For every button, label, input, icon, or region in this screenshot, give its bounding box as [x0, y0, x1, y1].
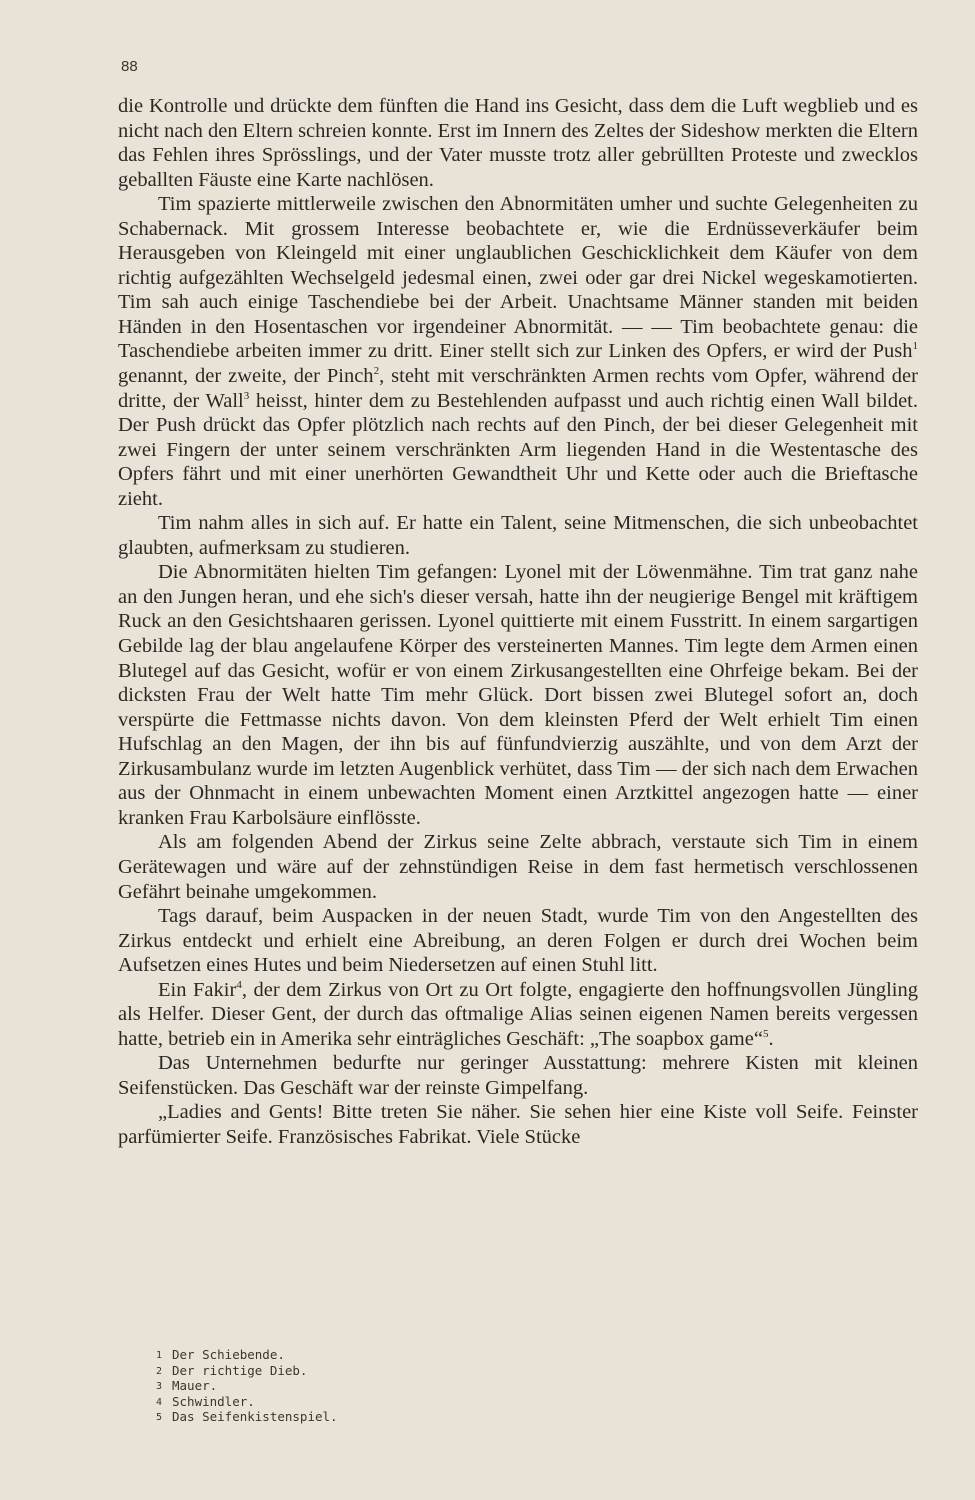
footnote-marker: 3	[243, 389, 250, 402]
footnote-marker: 1	[912, 340, 918, 353]
page-number: 88	[121, 58, 138, 75]
paragraph	[118, 511, 918, 560]
paragraph	[118, 904, 918, 978]
footnote-number: 4	[156, 1396, 163, 1408]
footnote-text: Der Schiebende.	[172, 1347, 285, 1362]
body-text	[118, 94, 918, 1150]
paragraph-text: Ein Fakir	[158, 978, 237, 1001]
paragraph-text: Tim spazierte mittlerweile zwischen den Abnormitäten umher und suchte Gelegenheiten zu Schabernack. Mit grossem Interesse beobachtete er, wie die Erdnüsseverkäufer beim Herausgeben von Kleingeld mit einer unglaublichen Geschicklichkeit dem Käufer von dem richtig aufgezählten Wechselgeld jedesmal einen, zwei oder gar drei Nickel wegeskamotierten. Tim sah auch einige Taschendiebe bei der Arbeit. Unachtsame Männer standen mit beiden Händen in den Hosentaschen vor irgendeiner Abnormität. — — Tim beobachtete genau: die Taschendiebe arbeiten immer zu dritt. Einer stellt sich zur Linken des Opfers, er wird der Push	[118, 193, 918, 363]
paragraph	[118, 978, 918, 1052]
footnote	[156, 1410, 556, 1426]
paragraph-text: , steht mit verschränkten Armen rechts vom Opfer, während der dritte, der Wall	[118, 365, 918, 412]
paragraph	[118, 560, 918, 830]
footnote-text: Mauer.	[172, 1378, 218, 1394]
footnote-text: Schwindler.	[172, 1393, 255, 1409]
footnote-text: Das Seifenkistenspiel.	[172, 1409, 338, 1425]
paragraph-text: „Ladies and Gents! Bitte treten Sie näher. Sie sehen hier eine Kiste voll Seife. Feinster parfümierter Seife. Französisches Fabrikat. Viele Stücke	[118, 1101, 918, 1148]
footnotes	[156, 1348, 556, 1426]
footnote-marker: 5	[762, 1027, 769, 1040]
footnote	[156, 1348, 556, 1364]
paragraph	[118, 1051, 918, 1100]
paragraph	[118, 192, 918, 511]
footnote-text: Der richtige Dieb.	[172, 1362, 308, 1378]
paragraph-text: Tim nahm alles in sich auf. Er hatte ein Talent, seine Mitmenschen, die sich unbeobachtet glaubten, aufmerksam zu studieren.	[118, 512, 918, 559]
paragraph-text: Die Abnormitäten hielten Tim gefangen: Lyonel mit der Löwenmähne. Tim trat ganz nahe an den Jungen heran, und ehe sich's dieser versah, hatte ihn der neugierige Bengel mit kräftigem Ruck an den Gesichtshaaren gerissen. Lyonel quittierte mit einem Fusstritt. In einem sargartigen Gebilde lag der blau angelaufene Körper des versteinerten Mannes. Tim legte dem Armen einen Blutegel auf das Gesicht, wofür er von einem Zirkusangestellten eine Ohrfeige bekam. Bei der dicksten Frau der Welt hatte Tim mehr Glück. Dort bissen zwei Blutegel sofort an, doch verspürte die Fettmasse nichts davon. Von dem kleinsten Pferd der Welt erhielt Tim einen Hufschlag an den Magen, der ihn bis auf fünfundvierzig auszählte, und von dem Arzt der Zirkusambulanz wurde im letzten Augenblick verhütet, dass Tim — der sich nach dem Erwachen aus der Ohnmacht in einem unbewachten Moment einen Arztkittel angezogen hatte — einer kranken Frau Karbolsäure einflösste.	[118, 561, 918, 829]
footnote	[156, 1364, 556, 1380]
footnote-number: 5	[156, 1412, 163, 1424]
footnote-number: 3	[156, 1381, 163, 1393]
paragraph-text: Das Unternehmen bedurfte nur geringer Ausstattung: mehrere Kisten mit kleinen Seifenstücken. Das Geschäft war der reinste Gimpelfang.	[118, 1052, 918, 1099]
footnote-marker: 4	[236, 978, 242, 991]
footnote	[156, 1395, 556, 1411]
footnote	[156, 1379, 556, 1395]
paragraph-text: .	[768, 1027, 774, 1050]
paragraph-text: , der dem Zirkus von Ort zu Ort folgte, engagierte den hoffnungsvollen Jüngling als Helfer. Dieser Gent, der durch das oftmalige Alias seinen eigenen Namen bereits vergessen hatte, betrieb ein in Amerika sehr einträgliches Geschäft: „The soapbox game“	[118, 978, 918, 1050]
paragraph	[118, 94, 918, 192]
paragraph-text: Als am folgenden Abend der Zirkus seine Zelte abbrach, verstaute sich Tim in einem Gerätewagen und wäre auf der zehnstündigen Reise in dem fast hermetisch verschlossenen Gefährt beinahe umgekommen.	[118, 831, 918, 903]
paragraph	[118, 1100, 918, 1149]
paragraph-text: genannt, der zweite, der Pinch	[118, 365, 374, 388]
footnote-number: 2	[156, 1365, 163, 1377]
footnote-number: 1	[156, 1350, 163, 1361]
paragraph-text: Tags darauf, beim Auspacken in der neuen Stadt, wurde Tim von den Angestellten des Zirkus entdeckt und erhielt eine Abreibung, an deren Folgen er durch drei Wochen beim Aufsetzen eines Hutes und beim Niedersetzen auf einen Stuhl litt.	[118, 905, 918, 977]
paragraph-text: heisst, hinter dem zu Bestehlenden aufpasst und auch richtig einen Wall bildet. Der Push drückt das Opfer plötzlich nach rechts auf den Pinch, der bei dieser Gelegenheit mit zwei Fingern der unter seinem verschränkten Arm liegenden Hand in die Westentasche des Opfers fährt und mit einer unerhörten Gewandtheit Uhr und Kette oder auch die Brieftasche zieht.	[118, 389, 919, 510]
paragraph-text: die Kontrolle und drückte dem fünften die Hand ins Gesicht, dass dem die Luft wegblieb und es nicht nach den Eltern schreien konnte. Erst im Innern des Zeltes der Sideshow merkten die Eltern das Fehlen ihres Sprösslings, und der Vater musste trotz aller gebrüllten Proteste und zwecklos geballten Fäuste eine Karte nachlösen.	[118, 95, 918, 191]
paragraph	[118, 830, 918, 904]
footnote-marker: 2	[373, 365, 380, 378]
